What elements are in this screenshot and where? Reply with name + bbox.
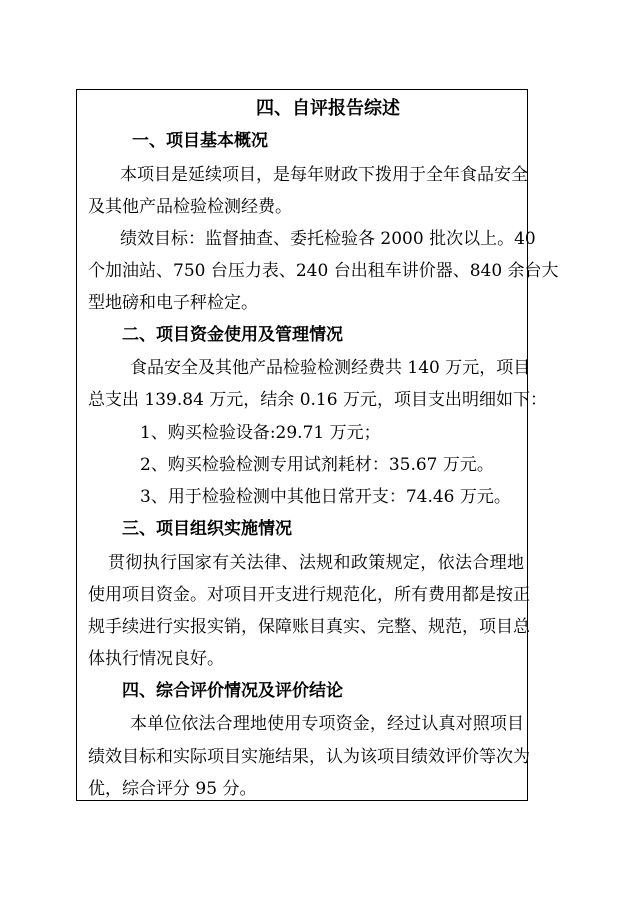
section-1-heading: 一、项目基本概况 [132, 131, 268, 151]
section-1-line-5: 型地磅和电子秤检定。 [88, 293, 258, 313]
section-3-line-2: 使用项目资金。对项目开支进行规范化，所有费用都是按正 [88, 585, 530, 605]
section-4-line-3: 优，综合评分 95 分。 [88, 779, 257, 799]
section-1-line-2: 及其他产品检验检测经费。 [88, 197, 292, 217]
section-3-heading: 三、项目组织实施情况 [122, 519, 292, 539]
section-2-line-5: 3、用于检验检测中其他日常开支：74.46 万元。 [140, 487, 511, 507]
section-2-heading: 二、项目资金使用及管理情况 [122, 325, 343, 345]
section-2-line-4: 2、购买检验检测专用试剂耗材：35.67 万元。 [140, 455, 494, 475]
report-title: 四、自评报告综述 [256, 98, 400, 119]
section-2-line-3: 1、购买检验设备:29.71 万元； [140, 423, 381, 443]
section-1-line-1: 本项目是延续项目，是每年财政下拨用于全年食品安全 [120, 165, 528, 185]
section-4-heading: 四、综合评价情况及评价结论 [122, 681, 343, 701]
section-3-line-1: 贯彻执行国家有关法律、法规和政策规定，依法合理地 [108, 553, 524, 573]
section-1-line-4: 个加油站、750 台压力表、240 台出租车讲价器、840 余台大 [88, 261, 559, 281]
section-3-line-4: 体执行情况良好。 [88, 649, 224, 669]
section-3-line-3: 规手续进行实报实销，保障账目真实、完整、规范，项目总 [88, 617, 530, 637]
section-2-line-1: 食品安全及其他产品检验检测经费共 140 万元，项目 [130, 358, 531, 378]
section-4-line-2: 绩效目标和实际项目实施结果，认为该项目绩效评价等次为 [88, 747, 530, 767]
section-1-line-3: 绩效目标：监督抽查、委托检验各 2000 批次以上。40 [120, 229, 536, 249]
section-2-line-2: 总支出 139.84 万元，结余 0.16 万元，项目支出明细如下： [88, 390, 547, 410]
section-4-line-1: 本单位依法合理地使用专项资金，经过认真对照项目 [130, 714, 524, 734]
